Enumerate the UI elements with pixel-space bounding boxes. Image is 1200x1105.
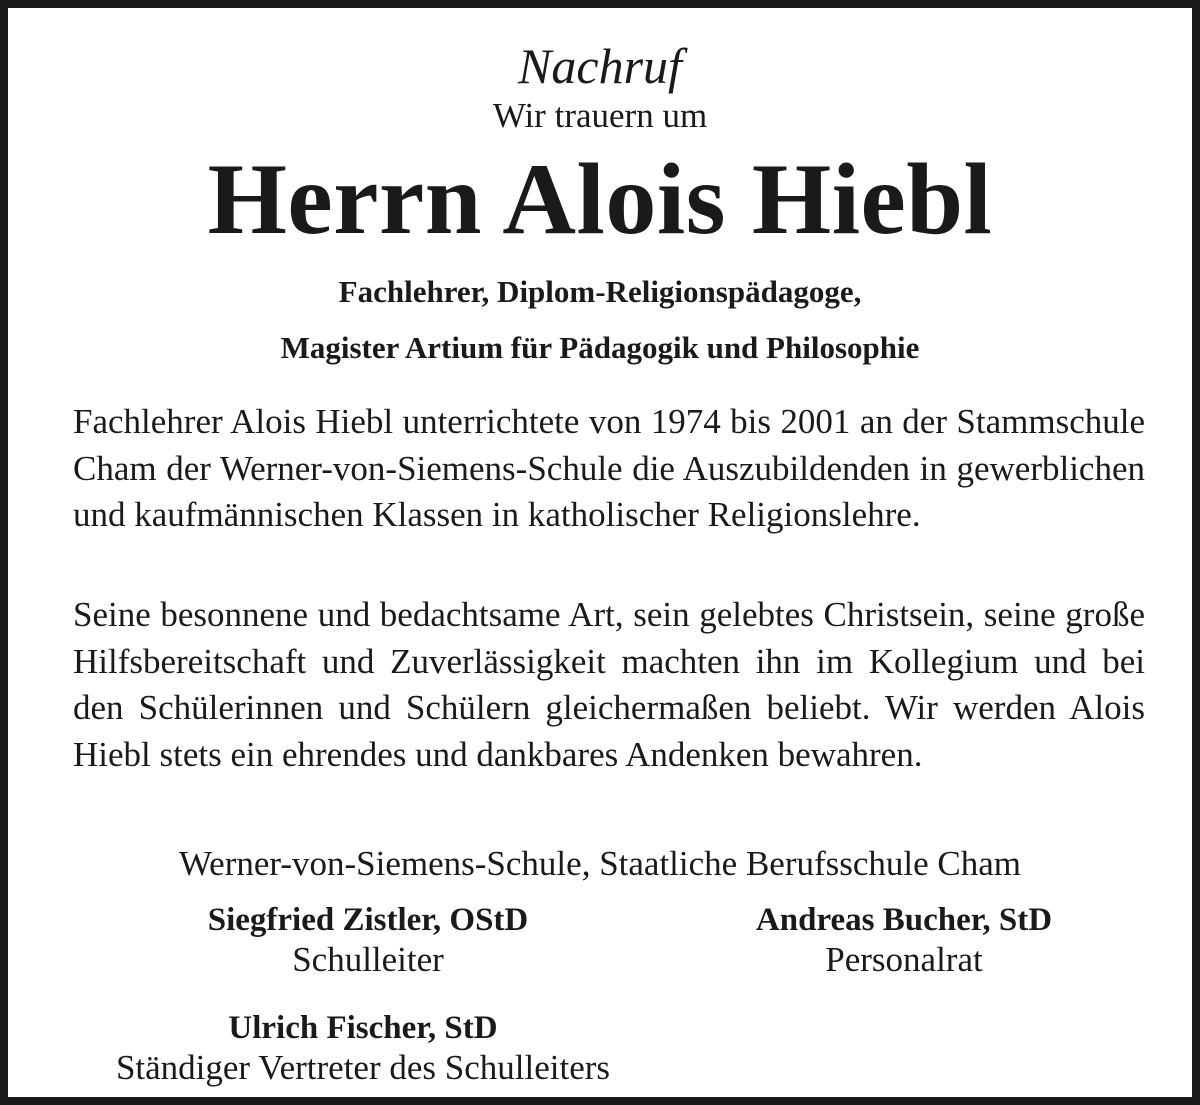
- deceased-name: Herrn Alois Hiebl: [207, 143, 993, 256]
- signatory-role: Personalrat: [825, 940, 983, 979]
- deceased-title-line-2: Magister Artium für Pädagogik und Philosophie: [280, 330, 920, 365]
- signatory-name: Andreas Bucher, StD: [755, 902, 1053, 938]
- signatory-name: Siegfried Zistler, OStD: [207, 902, 529, 938]
- signatory-role: Ständiger Vertreter des Schulleiters: [115, 1048, 611, 1087]
- notice-heading: Nachruf: [518, 38, 682, 94]
- body-paragraph-tribute: Seine besonnene und bedachtsame Art, sein gelebtes Christsein, seine große Hilfsbereitschaft und Zuverlässigkeit machten ihn im Kollegium und bei den Schülerinnen und Schülern gleichermaßen beliebt. Wir werden Alois Hiebl stets ein ehrendes und dankbares Andenken bewahren.: [73, 595, 1145, 774]
- body-paragraph-career: Fachlehrer Alois Hiebl unterrichtete von 1974 bis 2001 an der Stammschule Cham der Werner-von-Siemens-Schule die Auszubildenden in gewerblichen und kaufmännischen Klassen in katholischer Religionslehre.: [73, 402, 1145, 534]
- deceased-title-line-1: Fachlehrer, Diplom-Religionspädagoge,: [338, 274, 862, 309]
- signatory-deputy-principal: [63, 1008, 663, 1088]
- school-name: Werner-von-Siemens-Schule, Staatliche Berufsschule Cham: [178, 844, 1022, 883]
- signatory-staff-council: [704, 900, 1104, 980]
- signatory-name: Ulrich Fischer, StD: [228, 1010, 498, 1046]
- signatory-role: Schulleiter: [292, 940, 444, 979]
- signatory-principal: [168, 900, 568, 980]
- notice-intro: Wir trauern um: [492, 96, 708, 135]
